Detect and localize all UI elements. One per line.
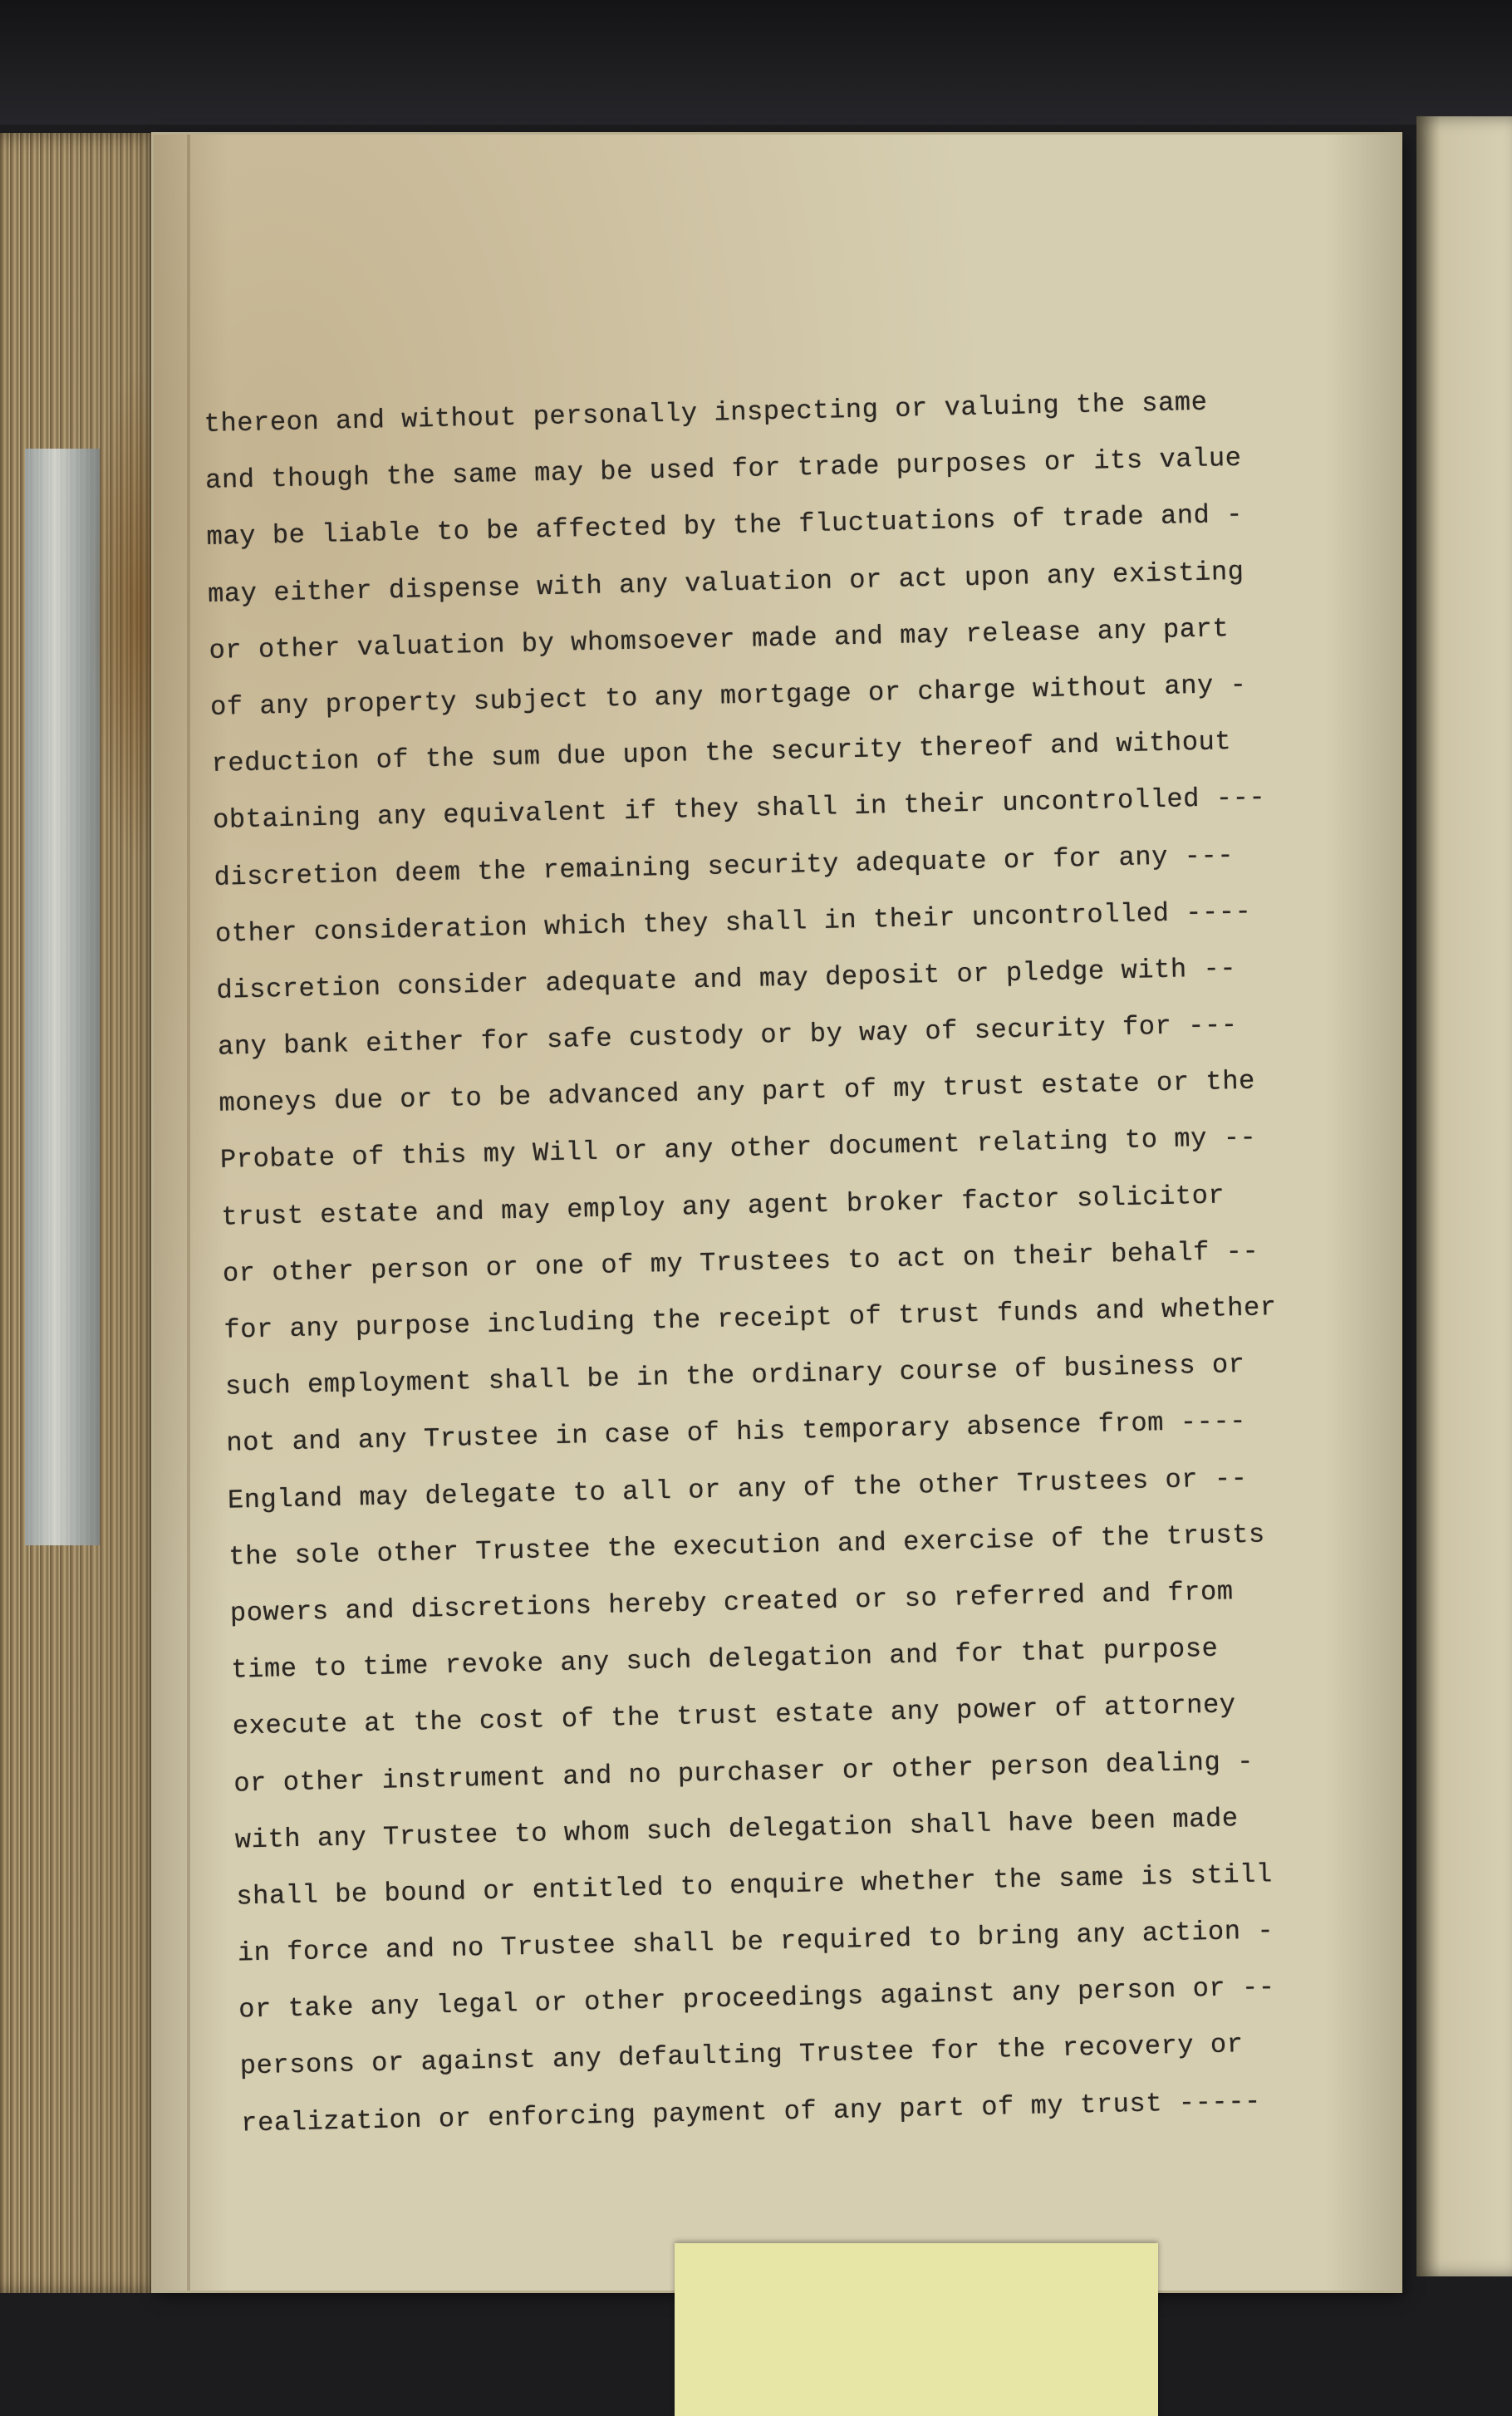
text-line: Probate of this my Will or any other document relating to my -- [219, 1122, 1257, 1176]
text-line: shall be bound or entitled to enquire whether the same is still [236, 1859, 1274, 1913]
text-line: or take any legal or other proceedings against any person or -- [238, 1972, 1276, 2026]
text-line: execute at the cost of the trust estate any power of attorney [232, 1689, 1237, 1742]
text-line: thereon and without personally inspecting or valuing the same [204, 386, 1208, 439]
page-edge-tab [25, 449, 100, 1545]
text-line: other consideration which they shall in their uncontrolled ---- [214, 896, 1252, 950]
typewritten-text-block [204, 371, 1430, 2153]
text-line: powers and discretions hereby created or so referred and from [229, 1576, 1235, 1629]
text-line: for any purpose including the receipt of trust funds and whether [223, 1292, 1278, 1346]
page-gutter-line [187, 135, 190, 2291]
text-line: may be liable to be affected by the fluctuations of trade and - [206, 499, 1244, 553]
text-line: of any property subject to any mortgage or charge without any - [209, 669, 1247, 723]
sticky-note [675, 2243, 1158, 2416]
text-line: time to time revoke any such delegation and for that purpose [231, 1633, 1219, 1686]
text-line: persons or against any defaulting Trustee for the recovery or [239, 2029, 1244, 2082]
text-line: reduction of the sum due upon the security thereof and without [211, 726, 1232, 780]
text-line: England may delegate to all or any of the other Trustees or -- [227, 1462, 1248, 1516]
text-line: any bank either for safe custody or by way of security for --- [217, 1009, 1239, 1063]
text-line: or other person or one of my Trustees to act on their behalf -- [222, 1235, 1259, 1289]
text-line: not and any Trustee in case of his temporary absence from ---- [226, 1406, 1247, 1460]
text-line: discretion deem the remaining security adequate or for any --- [214, 839, 1235, 893]
text-line: with any Trustee to whom such delegation shall have been made [234, 1802, 1240, 1856]
text-line: realization or enforcing payment of any part of my trust ----- [240, 2085, 1262, 2139]
text-line: moneys due or to be advanced any part of my trust estate or the [218, 1065, 1256, 1120]
text-line: or other instrument and no purchaser or other person dealing - [233, 1746, 1254, 1800]
document-page [154, 135, 1400, 2291]
text-line: obtaining any equivalent if they shall in their uncontrolled --- [212, 782, 1266, 837]
text-line: trust estate and may employ any agent broker factor solicitor [221, 1180, 1225, 1233]
book-cover-top [0, 0, 1512, 125]
facing-page-edge [1416, 116, 1512, 2276]
text-line: the sole other Trustee the execution and exercise of the trusts [228, 1519, 1266, 1573]
text-line: in force and no Trustee shall be required to bring any action - [237, 1915, 1274, 1969]
text-line: and though the same may be used for trade purposes or its value [204, 442, 1242, 497]
text-line: such employment shall be in the ordinary course of business or [224, 1349, 1245, 1402]
text-line: or other valuation by whomsoever made and may release any part [209, 612, 1230, 666]
text-line: may either dispense with any valuation or act upon any existing [207, 556, 1244, 610]
text-line: discretion consider adequate and may deposit or pledge with -- [216, 952, 1237, 1006]
book-page-edges [0, 133, 166, 2293]
